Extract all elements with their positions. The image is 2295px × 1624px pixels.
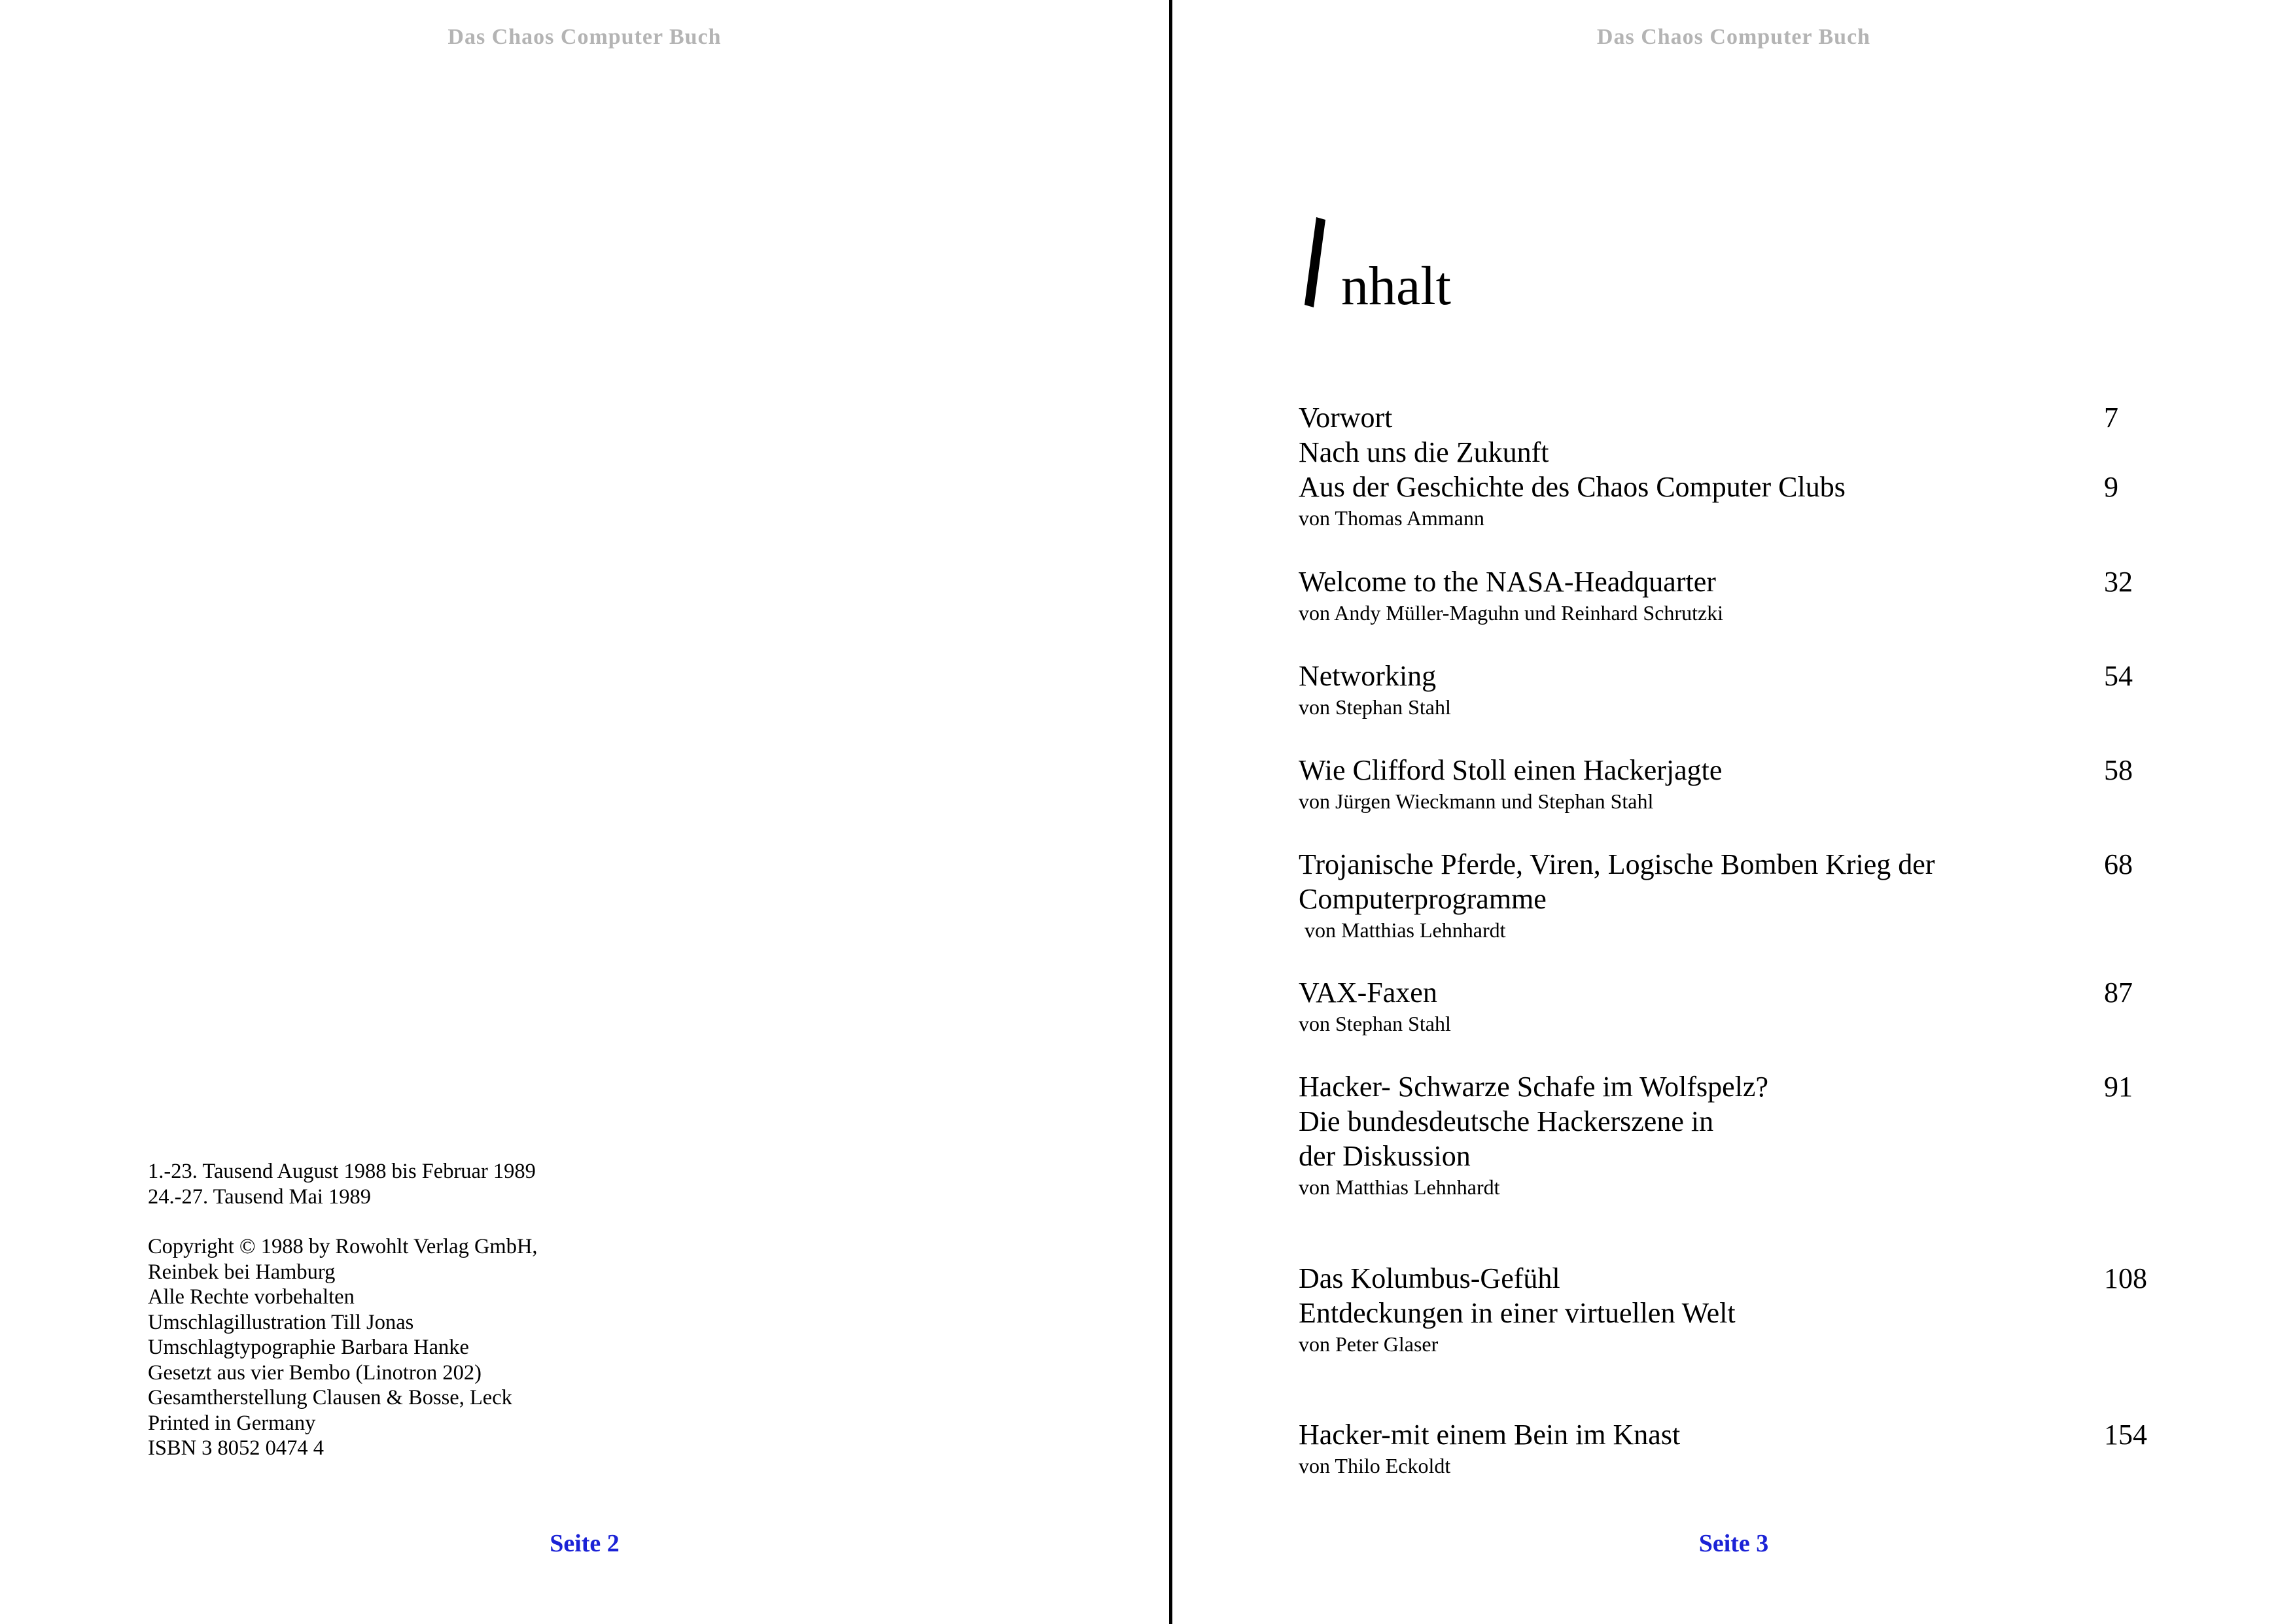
running-head: Das Chaos Computer Buch	[447, 25, 722, 49]
toc-entry[interactable]	[1299, 1069, 2182, 1200]
toc-entry-title: Computerprogramme	[1299, 883, 1547, 915]
toc-entry[interactable]	[1299, 564, 2182, 625]
toc-entry[interactable]	[1299, 753, 2182, 814]
imprint-line: Umschlagillustration Till Jonas	[148, 1310, 414, 1334]
toc-entry-author: von Thilo Eckoldt	[1299, 1454, 1451, 1477]
toc-entry-title: Hacker- Schwarze Schafe im Wolfspelz?	[1299, 1071, 1768, 1103]
imprint-line: ISBN 3 8052 0474 4	[148, 1436, 324, 1460]
imprint-line: Reinbek bei Hamburg	[148, 1260, 336, 1284]
toc-entry-author: von Andy Müller-Maguhn und Reinhard Schrutzki	[1299, 601, 1724, 625]
stylized-initial-i-icon	[1302, 216, 1328, 311]
toc-entry-title: Hacker-mit einem Bein im Knast	[1299, 1419, 1681, 1451]
toc-entry-title: Nach uns die Zukunft	[1299, 436, 1549, 468]
toc-entry[interactable]	[1299, 1417, 2182, 1478]
toc-entry-title: Aus der Geschichte des Chaos Computer Clubs	[1299, 471, 1846, 503]
imprint	[148, 1159, 737, 1461]
page-number: Seite 2	[550, 1530, 620, 1557]
edition-line: 1.-23. Tausend August 1988 bis Februar 1989	[148, 1160, 536, 1183]
right-page	[1172, 0, 2295, 1624]
toc-entry-title: der Diskussion	[1299, 1140, 1471, 1172]
toc-entry-title: Trojanische Pferde, Viren, Logische Bomben Krieg der	[1299, 848, 1935, 880]
imprint-line: Alle Rechte vorbehalten	[148, 1285, 355, 1309]
toc-page-number: 58	[2104, 754, 2133, 786]
toc-page-number: 87	[2104, 976, 2133, 1009]
page-number: Seite 3	[1698, 1530, 1769, 1557]
toc-entry-title: VAX-Faxen	[1299, 976, 1437, 1009]
toc-page-number: 7	[2104, 402, 2118, 434]
toc-entry-title: Entdeckungen in einer virtuellen Welt	[1299, 1297, 1736, 1329]
toc-entry[interactable]	[1299, 847, 2182, 942]
toc-entry[interactable]	[1299, 1261, 2182, 1356]
toc-entry[interactable]	[1299, 435, 2182, 530]
contents-heading-text: nhalt	[1341, 256, 1451, 317]
toc-page-number: 9	[2104, 471, 2118, 503]
toc-entry-title: Die bundesdeutsche Hackerszene in	[1299, 1105, 1714, 1137]
toc-entry-title: Networking	[1299, 660, 1437, 692]
imprint-line: Printed in Germany	[148, 1411, 316, 1435]
toc-entry-author: von Matthias Lehnhardt	[1299, 1175, 1500, 1199]
toc-entry[interactable]	[1299, 400, 2182, 435]
edition-line: 24.-27. Tausend Mai 1989	[148, 1184, 372, 1209]
toc-entry-author: von Matthias Lehnhardt	[1305, 918, 1506, 942]
imprint-line: Gesetzt aus vier Bembo (Linotron 202)	[148, 1360, 482, 1385]
imprint-line: Copyright © 1988 by Rowohlt Verlag GmbH,	[148, 1235, 538, 1258]
toc-entry-author: von Peter Glaser	[1299, 1332, 1439, 1356]
toc-page-number: 68	[2104, 848, 2133, 880]
running-head: Das Chaos Computer Buch	[1596, 25, 1871, 49]
toc-entry-author: von Thomas Ammann	[1299, 506, 1484, 530]
toc-page-number: 154	[2104, 1419, 2147, 1451]
toc-entry-author: von Jürgen Wieckmann und Stephan Stahl	[1299, 789, 1654, 813]
toc-entry-title: Vorwort	[1299, 402, 1393, 434]
toc-entry-title: Welcome to the NASA-Headquarter	[1299, 566, 1716, 598]
toc-entry[interactable]	[1299, 659, 2182, 719]
toc-page-number: 32	[2104, 566, 2133, 598]
imprint-line: Gesamtherstellung Clausen & Bosse, Leck	[148, 1386, 512, 1409]
toc-entry[interactable]	[1299, 975, 2182, 1036]
toc-entry-title: Das Kolumbus-Gefühl	[1299, 1262, 1560, 1294]
toc-entry-author: von Stephan Stahl	[1299, 1012, 1451, 1035]
toc-entry-title: Wie Clifford Stoll einen Hackerjagte	[1299, 754, 1723, 786]
toc-page-number: 54	[2104, 660, 2133, 692]
toc-page-number: 91	[2104, 1071, 2133, 1103]
imprint-line: Umschlagtypographie Barbara Hanke	[148, 1336, 469, 1359]
toc-page-number: 108	[2104, 1262, 2147, 1294]
toc-entry-author: von Stephan Stahl	[1299, 695, 1451, 719]
